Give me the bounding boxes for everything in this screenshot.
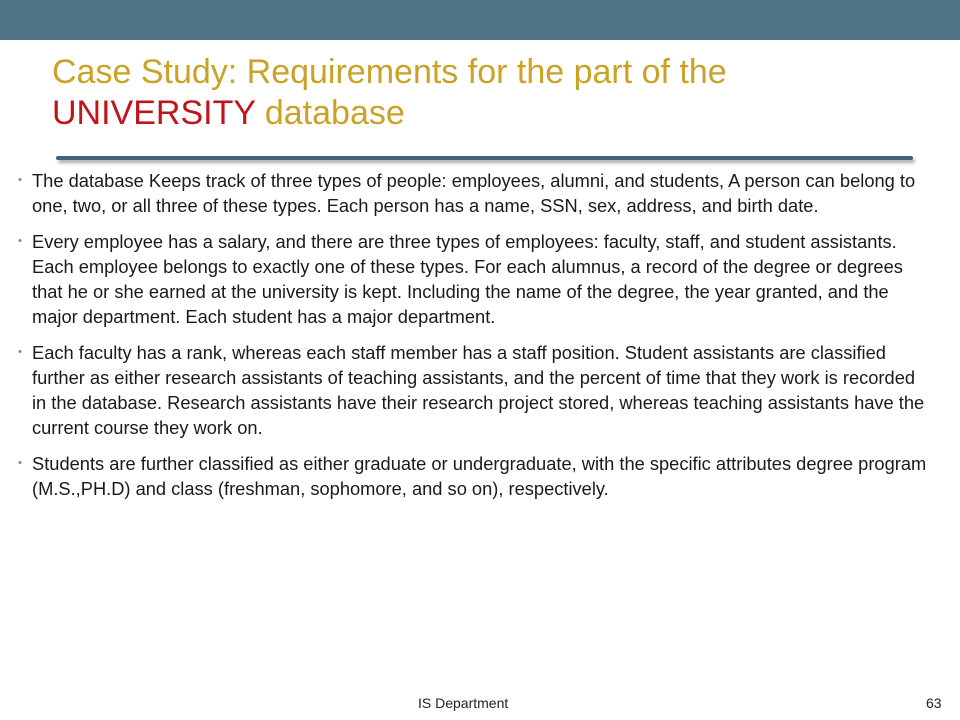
bullet-dot-icon: • [18,457,22,469]
title-text-part1: Case Study: Requirements for the part of the [52,53,727,91]
top-color-band [0,0,960,40]
title-text-part2: database [255,94,405,132]
page-number: 63 [926,695,942,711]
footer-department: IS Department [418,695,509,711]
bullet-list [18,168,930,512]
bullet-text: The database Keeps track of three types of people: employees, alumni, and students, A person can belong to one, two, or all three of these types. Each person has a name, SSN, sex, address, and birth date. [32,170,916,216]
title-divider [56,156,913,160]
slide-title [52,52,932,134]
title-accent-word: UNIVERSITY [52,94,256,132]
bullet-dot-icon: • [18,235,22,247]
bullet-text: Every employee has a salary, and there are three types of employees: faculty, staff, and student assistants. Each employee belongs to exactly one of these types. For each alumnus, a record of the degree or degrees that he or she earned at the university is kept. Including the name of the degree, the year granted, and the major department. Each student has a major department. [32,231,903,327]
bullet-item [18,451,930,501]
bullet-dot-icon: • [18,174,22,186]
bullet-text: Students are further classified as either graduate or undergraduate, with the specific attributes degree program (M.S.,PH.D) and class (freshman, sophomore, and so on), respectively. [32,453,927,499]
bullet-dot-icon: • [18,346,22,358]
bullet-text: Each faculty has a rank, whereas each staff member has a staff position. Student assistants are classified further as either research assistants of teaching assistants, and the percent of time that they work is recorded in the database. Research assistants have their research project stored, whereas teaching assistants have the current course they work on. [32,342,925,438]
bullet-item [18,229,930,329]
bullet-item [18,168,930,218]
bullet-item [18,340,930,440]
